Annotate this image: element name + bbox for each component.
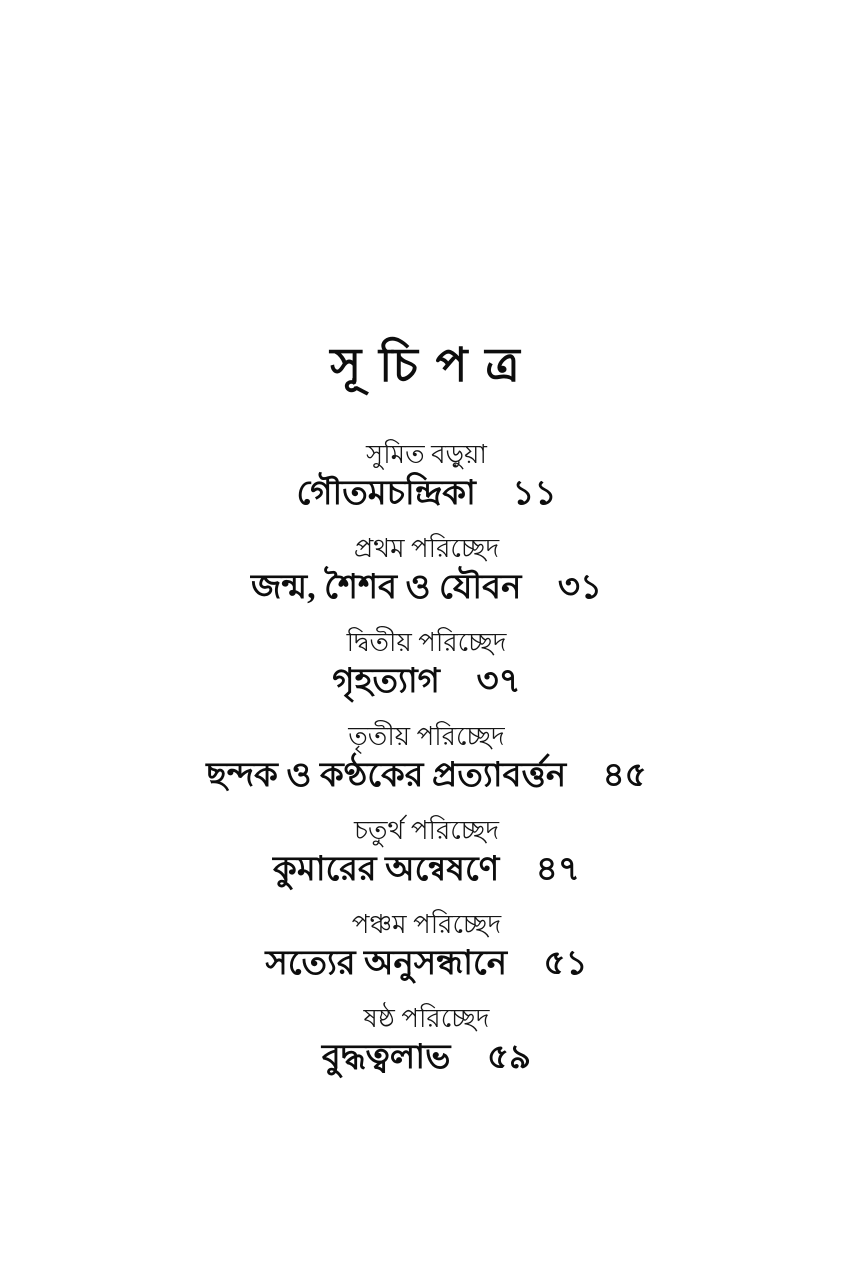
chapter-label: সুমিত বড়ুয়া	[366, 440, 487, 469]
table-of-contents	[0, 438, 853, 1080]
page-number: ৫৯	[486, 1039, 532, 1076]
entry-title-row	[0, 1036, 853, 1080]
chapter-label: চতুর্থ পরিচ্ছেদ	[354, 816, 499, 845]
page-number: ৫১	[543, 945, 588, 982]
entry-title-row	[0, 566, 853, 610]
chapter-label: ষষ্ঠ পরিচ্ছেদ	[363, 1004, 490, 1033]
chapter-label: তৃতীয় পরিচ্ছেদ	[348, 722, 505, 751]
toc-entry	[0, 814, 853, 892]
chapter-title: গৃহত্যাগ	[332, 663, 440, 700]
toc-entry	[0, 532, 853, 610]
page-number: ৪৭	[535, 851, 580, 888]
chapter-title: কুমারের অন্বেষণে	[273, 851, 500, 888]
page-number: ৪৫	[602, 757, 647, 794]
toc-entry	[0, 720, 853, 798]
toc-entry	[0, 626, 853, 704]
page-number: ৩৭	[476, 663, 521, 700]
chapter-label: পঞ্চম পরিচ্ছেদ	[351, 910, 502, 939]
toc-entry	[0, 1002, 853, 1080]
entry-title-row	[0, 472, 853, 516]
entry-title-row	[0, 848, 853, 892]
entry-title-row	[0, 942, 853, 986]
chapter-title: গৌতমচন্দ্রিকা	[296, 475, 476, 512]
chapter-title: ছন্দক ও কণ্ঠকের প্রত্যাবর্ত্তন	[206, 757, 567, 794]
page-number: ৩১	[557, 569, 603, 606]
page-number: ১১	[512, 475, 557, 512]
chapter-label: দ্বিতীয় পরিচ্ছেদ	[346, 628, 507, 657]
entry-title-row	[0, 660, 853, 704]
chapter-title: জন্ম, শৈশব ও যৌবন	[250, 569, 522, 606]
toc-entry	[0, 438, 853, 516]
page-title: সূ চি প ত্র	[330, 340, 523, 392]
chapter-label: প্রথম পরিচ্ছেদ	[353, 534, 500, 563]
chapter-title: বুদ্ধত্বলাভ	[321, 1039, 451, 1076]
entry-title-row	[0, 754, 853, 798]
toc-entry	[0, 908, 853, 986]
chapter-title: সত্যের অনুসন্ধানে	[265, 945, 507, 982]
